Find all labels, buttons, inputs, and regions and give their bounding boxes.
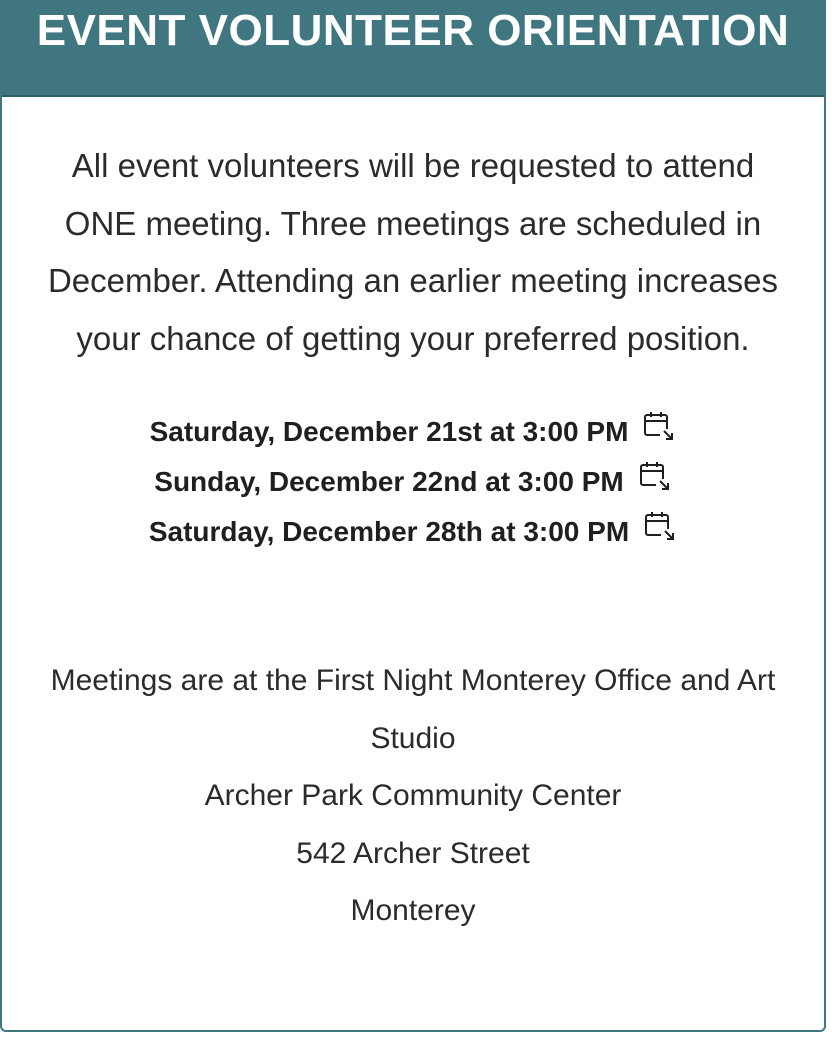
location-venue: Meetings are at the First Night Monterey Office and Art Studio [50, 664, 776, 755]
session-item [149, 507, 677, 557]
location-center: Archer Park Community Center [204, 779, 622, 812]
session-item [154, 457, 671, 507]
location-block [42, 652, 784, 940]
session-label: Sunday, December 22nd at 3:00 PM [154, 466, 624, 497]
session-label: Saturday, December 21st at 3:00 PM [149, 416, 629, 447]
intro-paragraph: All event volunteers will be requested to attend ONE meeting. Three meetings are scheduled in December. Attending an earlier meeting increases your chance of getting your preferred position. [47, 147, 779, 357]
calendar-add-icon[interactable] [638, 459, 672, 493]
location-city: Monterey [350, 894, 476, 927]
page-title: EVENT VOLUNTEER ORIENTATION [36, 6, 790, 55]
session-list [2, 407, 824, 557]
calendar-add-icon[interactable] [643, 509, 677, 543]
card-header [2, 0, 824, 97]
session-label: Saturday, December 28th at 3:00 PM [148, 516, 630, 547]
calendar-add-icon[interactable] [642, 409, 676, 443]
location-street: 542 Archer Street [296, 836, 530, 870]
session-item [150, 407, 677, 457]
